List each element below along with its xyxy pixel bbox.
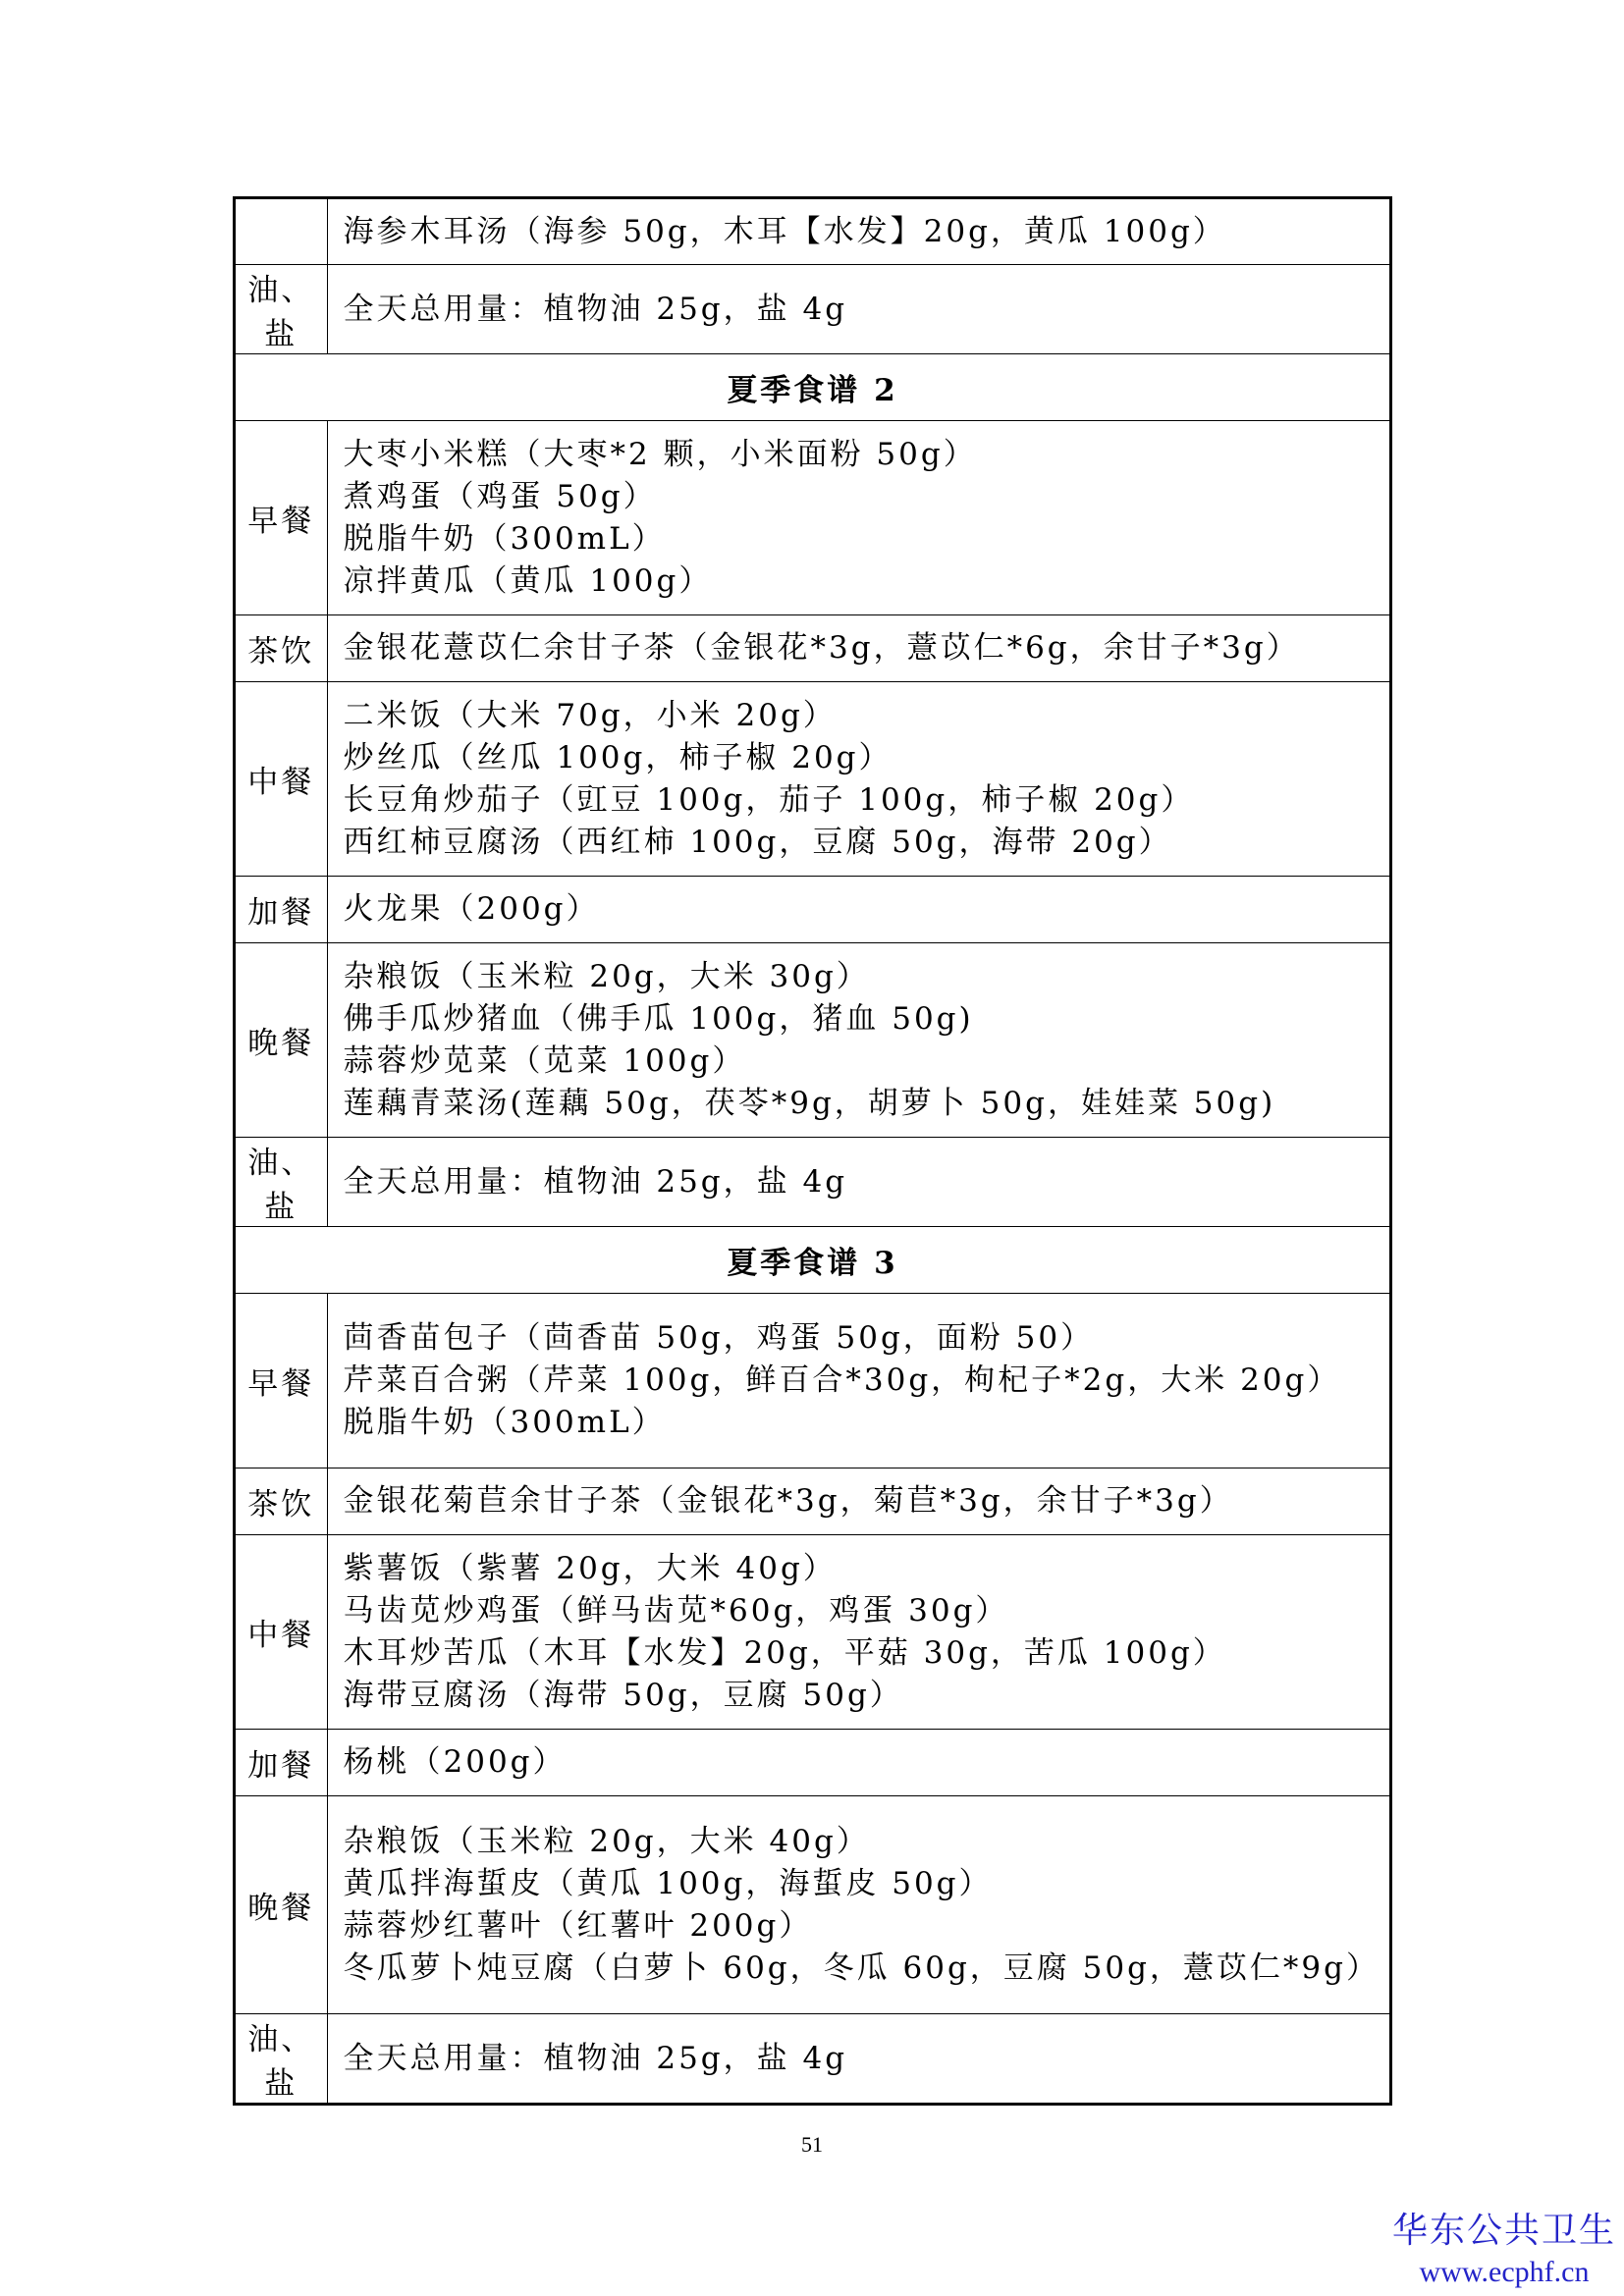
meal-label: 晚餐 (235, 943, 328, 1138)
dish-list (327, 1294, 1391, 1468)
meal-row (235, 943, 1391, 1138)
dish-item: 脱脂牛奶（300mL） (343, 1405, 666, 1440)
dish-item: 杨桃（200g） (343, 1744, 567, 1780)
dish-list (327, 1730, 1391, 1796)
dish-list (327, 1535, 1391, 1730)
dish-item: 紫薯饭（紫薯 20g，大米 40g） (343, 1550, 837, 1586)
meal-label: 中餐 (235, 1535, 328, 1730)
dish-item: 马齿苋炒鸡蛋（鲜马齿苋*60g，鸡蛋 30g） (343, 1592, 1009, 1629)
dish-item: 大枣小米糕（大枣*2 颗，小米面粉 50g） (343, 436, 977, 472)
section-row (235, 1227, 1391, 1294)
meal-row (235, 877, 1391, 943)
dish-list (327, 943, 1391, 1138)
dish-item: 木耳炒苦瓜（木耳【水发】20g，平菇 30g，苦瓜 100g） (343, 1634, 1226, 1671)
meal-label: 加餐 (235, 877, 328, 943)
meal-row (235, 1294, 1391, 1468)
dish-item: 茴香苗包子（茴香苗 50g，鸡蛋 50g，面粉 50） (343, 1320, 1095, 1356)
dish-list (327, 1468, 1391, 1535)
meal-row (235, 1468, 1391, 1535)
dish-list (327, 615, 1391, 682)
watermark-name: 华东公共卫生 (1391, 2211, 1616, 2251)
menu-table (233, 196, 1392, 2106)
meal-label: 早餐 (235, 1294, 328, 1468)
dish-item: 全天总用量：植物油 25g，盐 4g (343, 2040, 848, 2076)
meal-row (235, 198, 1391, 265)
dish-item: 火龙果（200g） (343, 891, 600, 927)
section-row (235, 354, 1391, 421)
dish-list (327, 1138, 1391, 1227)
dish-item: 煮鸡蛋（鸡蛋 50g） (343, 478, 657, 514)
dish-list (327, 198, 1391, 265)
section-title: 夏季食谱 2 (235, 354, 1391, 421)
dish-list (327, 877, 1391, 943)
meal-label: 早餐 (235, 421, 328, 615)
page-number: 51 (801, 2132, 823, 2157)
meal-row (235, 1535, 1391, 1730)
menu-table-body (235, 198, 1391, 2105)
meal-label: 油、盐 (235, 1138, 328, 1227)
dish-item: 西红柿豆腐汤（西红柿 100g，豆腐 50g，海带 20g） (343, 824, 1172, 860)
dish-list (327, 2014, 1391, 2105)
dish-item: 黄瓜拌海蜇皮（黄瓜 100g，海蜇皮 50g） (343, 1865, 993, 1901)
dish-item: 冬瓜萝卜炖豆腐（白萝卜 60g，冬瓜 60g，豆腐 50g，薏苡仁*9g） (343, 1949, 1380, 1986)
watermark-url: www.ecphf.cn (1419, 2256, 1590, 2288)
dish-item: 杂粮饭（玉米粒 20g，大米 40g） (343, 1823, 870, 1859)
meal-label: 中餐 (235, 682, 328, 877)
meal-row (235, 421, 1391, 615)
meal-row (235, 2014, 1391, 2105)
meal-row (235, 615, 1391, 682)
dish-item: 炒丝瓜（丝瓜 100g，柿子椒 20g） (343, 739, 893, 775)
dish-item: 全天总用量：植物油 25g，盐 4g (343, 291, 848, 327)
dish-item: 蒜蓉炒苋菜（苋菜 100g） (343, 1042, 746, 1079)
dish-item: 凉拌黄瓜（黄瓜 100g） (343, 562, 713, 599)
section-title: 夏季食谱 3 (235, 1227, 1391, 1294)
dish-item: 海带豆腐汤（海带 50g，豆腐 50g） (343, 1677, 903, 1713)
dish-list (327, 421, 1391, 615)
dish-item: 金银花薏苡仁余甘子茶（金银花*3g，薏苡仁*6g，余甘子*3g） (343, 630, 1300, 666)
dish-item: 佛手瓜炒猪血（佛手瓜 100g，猪血 50g) (343, 1000, 974, 1037)
dish-item: 杂粮饭（玉米粒 20g，大米 30g） (343, 958, 870, 994)
meal-label: 油、盐 (235, 265, 328, 354)
meal-label: 加餐 (235, 1730, 328, 1796)
meal-label: 茶饮 (235, 615, 328, 682)
watermark (1392, 2209, 1616, 2291)
meal-row (235, 1730, 1391, 1796)
dish-list (327, 1796, 1391, 2014)
dish-item: 蒜蓉炒红薯叶（红薯叶 200g） (343, 1907, 813, 1944)
dish-item: 脱脂牛奶（300mL） (343, 520, 666, 557)
dish-item: 长豆角炒茄子（豇豆 100g，茄子 100g，柿子椒 20g） (343, 781, 1195, 818)
meal-row (235, 265, 1391, 354)
dish-list (327, 265, 1391, 354)
dish-item: 莲藕青菜汤(莲藕 50g，茯苓*9g，胡萝卜 50g，娃娃菜 50g) (343, 1085, 1276, 1121)
dish-list (327, 682, 1391, 877)
dish-item: 芹菜百合粥（芹菜 100g，鲜百合*30g，枸杞子*2g，大米 20g） (343, 1362, 1341, 1398)
dish-item: 海参木耳汤（海参 50g，木耳【水发】20g，黄瓜 100g） (343, 213, 1226, 249)
meal-label: 晚餐 (235, 1796, 328, 2014)
meal-row (235, 1796, 1391, 2014)
dish-item: 金银花菊苣余甘子茶（金银花*3g，菊苣*3g，余甘子*3g） (343, 1483, 1233, 1519)
meal-label: 茶饮 (235, 1468, 328, 1535)
meal-label: 油、盐 (235, 2014, 328, 2105)
dish-item: 全天总用量：植物油 25g，盐 4g (343, 1163, 848, 1200)
meal-row (235, 1138, 1391, 1227)
meal-label (235, 198, 328, 265)
dish-item: 二米饭（大米 70g，小米 20g） (343, 697, 837, 733)
meal-row (235, 682, 1391, 877)
